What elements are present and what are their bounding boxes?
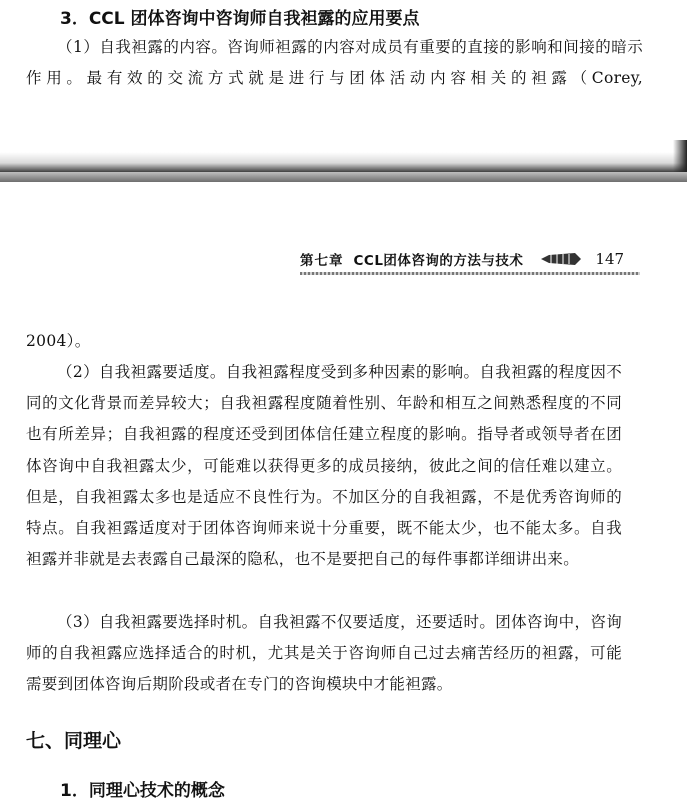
paragraph-moderate-disclosure: （2）自我袒露要适度。自我袒露程度受到多种因素的影响。自我袒露的程度因不同的文化背景而差异较大；自我袒露程度随着性别、年龄和相互之间熟悉程度的不同也有所差异；自我袒露的程度还受到团体信任建立程度的影响。指导者或领导者在团体咨询中自我袒露太少，可能难以获得更多的成员接纳，彼此之间的信任难以建立。但是，自我袒露太多也是适应不良性行为。不加区分的自我袒露，不是优秀咨询师的特点。自我袒露适度对于团体咨询师来说十分重要，既不能太少，也不能太多。自我袒露并非就是去表露自己最深的隐私，也不是要把自己的每件事都详细讲出来。 [26,363,622,569]
running-head [300,248,660,270]
subsection-title-empathy-concept: 1．同理心技术的概念 [60,781,225,801]
page-gap [0,172,687,182]
running-head-title: CCL团体咨询的方法与技术 [353,253,524,269]
paragraph-self-disclosure-content: （1）自我袒露的内容。咨询师袒露的内容对成员有重要的直接的影响和间接的暗示作用。最有效的交流方式就是进行与团体活动内容相关的袒露（Corey, [26,38,643,88]
running-head-rule [300,272,640,275]
section-heading-3: 3．CCL 团体咨询中咨询师自我袒露的应用要点 [60,9,420,29]
paragraph-timing-disclosure: （3）自我袒露要选择时机。自我袒露不仅要适度，还要适时。团体咨询中，咨询师的自我袒露应选择适合的时机，尤其是关于咨询师自己过去痛苦经历的袒露，可能需要到团体咨询后期阶段或者在专门的咨询模块中才能袒露。 [26,613,622,694]
running-head-chapter: 第七章 [300,253,344,269]
upper-page-fragment [0,0,687,172]
paragraph-continuation: 2004）。 [26,332,91,350]
ornament-icon [541,253,581,265]
page-number: 147 [595,250,625,268]
page-curl-edge [673,140,687,172]
page-147 [0,182,687,809]
page-curl-shadow [0,152,687,172]
section-title-empathy: 七、同理心 [26,730,122,752]
